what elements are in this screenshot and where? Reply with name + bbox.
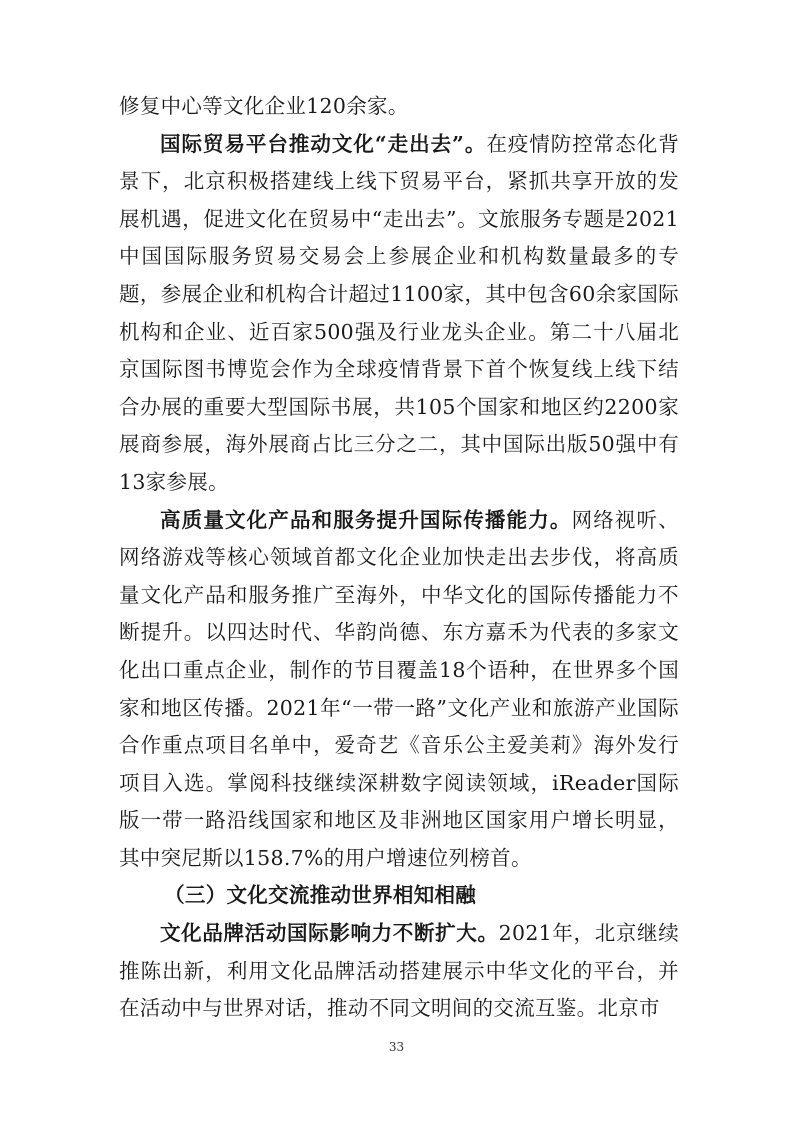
paragraph-body: 2021年，北京继续推陈出新，利用文化品牌活动搭建展示中华文化的平台，并在活动中与世界对话，推动不同文明间的交流互鉴。北京市: [119, 921, 679, 1021]
paragraph-cultural-products: [119, 502, 679, 878]
paragraph-trade-platform: [119, 126, 679, 502]
paragraph-lead: 文化品牌活动国际影响力不断扩大。: [160, 921, 499, 946]
page-number: 33: [388, 1040, 405, 1054]
paragraph-brand-activities: [119, 915, 679, 1028]
paragraph-body: 在疫情防控常态化背景下，北京积极搭建线上线下贸易平台，紧抓共享开放的发展机遇，促进文化在贸易中“走出去”。文旅服务专题是2021中国国际服务贸易交易会上参展企业和机构数量最多的专题，参展企业和机构合计超过1100家，其中包含60余家国际机构和企业、近百家500强及行业龙头企业。第二十八届北京国际图书博览会作为全球疫情背景下首个恢复线上线下结合办展的重要大型国际书展，共105个国家和地区约2200家展商参展，海外展商占比三分之二，其中国际出版50强中有13家参展。: [119, 131, 679, 494]
body-text: [119, 88, 679, 1028]
section-heading: （三）文化交流推动世界相知相融: [164, 883, 477, 908]
paragraph-lead: 国际贸易平台推动文化“走出去”。: [160, 131, 487, 156]
paragraph-body: 网络视听、网络游戏等核心领域首都文化企业加快走出去步伐，将高质量文化产品和服务推广至海外，中华文化的国际传播能力不断提升。以四达时代、华韵尚德、东方嘉禾为代表的多家文化出口重点企业，制作的节目覆盖18个语种，在世界多个国家和地区传播。2021年“一带一路”文化产业和旅游产业国际合作重点项目名单中，爱奇艺《音乐公主爱美莉》海外发行项目入选。掌阅科技继续深耕数字阅读领域，iReader国际版一带一路沿线国家和地区及非洲地区国家用户增长明显，其中突尼斯以158.7%的用户增速位列榜首。: [119, 507, 680, 870]
paragraph-lead: 高质量文化产品和服务提升国际传播能力。: [160, 507, 572, 532]
intro-line: 修复中心等文化企业120余家。: [119, 94, 409, 118]
